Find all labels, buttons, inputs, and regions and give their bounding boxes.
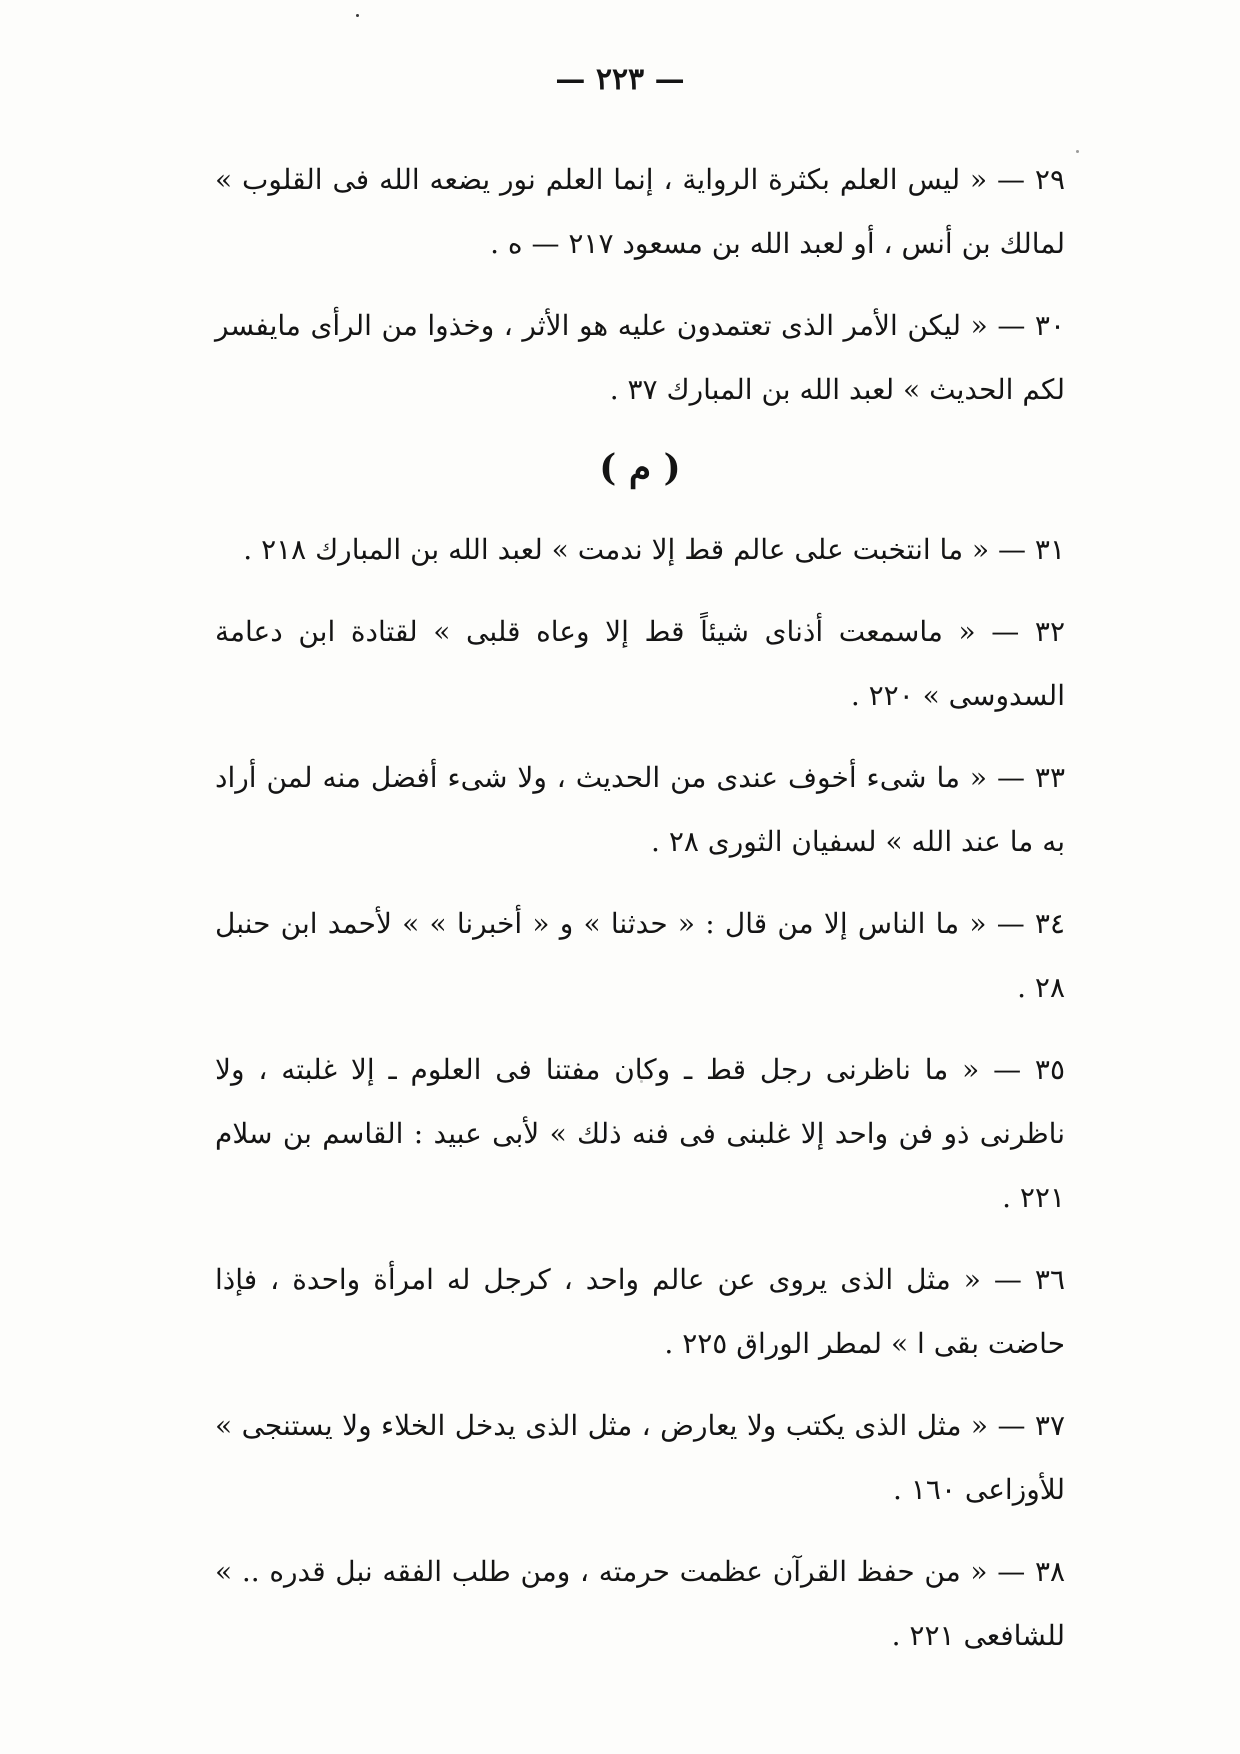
section-heading-meem: ( م ) [599, 447, 681, 489]
scan-speck [640, 1080, 643, 1083]
entry-35: ٣٥ — « ما ناظرنى رجل قط ـ وكان مفتنا فى العلوم ـ إلا غلبته ، ولا ناظرنى ذو فن واحد إلا غلبنى فى فنه ذلك » لأبى عبيد : القاسم بن سلام ٢٢١ . [215, 1053, 1065, 1214]
entry-36: ٣٦ — « مثل الذى يروى عن عالم واحد ، كرجل له امرأة واحدة ، فإذا حاضت بقى ا » لمطر الوراق ٢٢٥ . [215, 1263, 1065, 1360]
entry-37: ٣٧ — « مثل الذى يكتب ولا يعارض ، مثل الذى يدخل الخلاء ولا يستنجى » للأوزاعى ١٦٠ . [215, 1409, 1065, 1506]
entry-29: ٢٩ — « ليس العلم بكثرة الرواية ، إنما العلم نور يضعه الله فى القلوب » لمالك بن أنس ، أو لعبد الله بن مسعود ٢١٧ — ه . [215, 163, 1065, 260]
scan-speck [356, 14, 359, 17]
page-number: — ٢٢٣ — [555, 62, 685, 97]
entry-33: ٣٣ — « ما شىء أخوف عندى من الحديث ، ولا شىء أفضل منه لمن أراد به ما عند الله » لسفيان الثورى ٢٨ . [215, 761, 1065, 858]
entry-38: ٣٨ — « من حفظ القرآن عظمت حرمته ، ومن طلب الفقه نبل قدره .. » للشافعى ٢٢١ . [215, 1555, 1066, 1652]
entry-32: ٣٢ — « ماسمعت أذناى شيئاً قط إلا وعاه قلبى » لقتادة ابن دعامة السدوسى » ٢٢٠ . [215, 615, 1065, 712]
entry-31: ٣١ — « ما انتخبت على عالم قط إلا ندمت » لعبد الله بن المبارك ٢١٨ . [243, 533, 1065, 566]
scan-speck [1076, 150, 1079, 153]
entry-34: ٣٤ — « ما الناس إلا من قال : « حدثنا » و « أخبرنا » » لأحمد ابن حنبل ٢٨ . [215, 907, 1065, 1004]
page-body [215, 148, 1065, 1686]
entry-30: ٣٠ — « ليكن الأمر الذى تعتمدون عليه هو الأثر ، وخذوا من الرأى مايفسر لكم الحديث » لعبد الله بن المبارك ٣٧ . [215, 309, 1065, 406]
